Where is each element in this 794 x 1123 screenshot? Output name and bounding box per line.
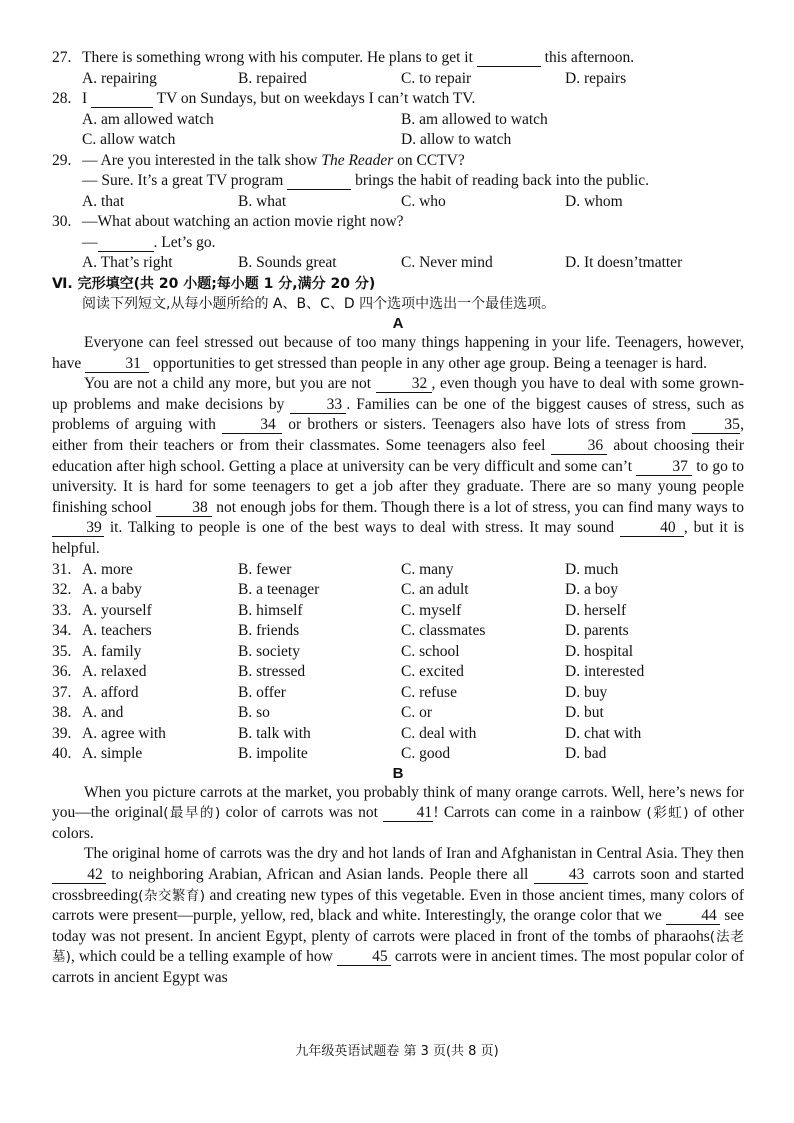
option-d: D. hospital [565,642,634,660]
cloze-options-33: 33. A. yourself B. himself C. myself D. herself [52,601,744,622]
cloze-options-38: 38. A. and B. so C. or D. but [52,703,744,724]
blank-44: 44 [666,908,720,925]
option-c: C. excited [401,663,464,681]
option-a: A. afford [82,683,139,701]
blank-42: 42 [52,867,106,884]
option-c: C. Never mind [401,254,493,271]
option-b: B. talk with [238,724,311,742]
option-a: A. a baby [82,581,142,599]
question-30-options [52,253,744,274]
question-28-options-row1 [52,110,744,131]
option-d: D. parents [565,622,629,640]
question-28-options-row2 [52,130,744,151]
blank-39: 39 [52,520,104,537]
option-d: D. chat with [565,724,642,742]
question-number: 28. [52,90,72,107]
option-b: B. impolite [238,745,308,763]
answer-blank [477,50,541,67]
option-b: B. am allowed to watch [401,110,548,128]
option-d: D. but [565,704,604,722]
option-b: B. repaired [238,69,307,87]
question-29-line2 [52,171,744,192]
blank-33: 33 [290,397,346,414]
blank-32: 32 [376,376,432,393]
option-b: B. society [238,642,300,660]
option-a: A. more [82,560,133,578]
option-c: C. myself [401,601,462,619]
option-a: A. agree with [82,724,166,742]
option-d: D. bad [565,745,607,763]
option-a: A. teachers [82,622,152,640]
cloze-options-32: 32. A. a baby B. a teenager C. an adult D. a boy [52,580,744,601]
cloze-options-list [52,560,744,765]
option-a: A. yourself [82,601,152,619]
cloze-options-39: 39. A. agree with B. talk with C. deal with D. chat with [52,724,744,745]
question-29-options [52,192,744,213]
option-b: B. himself [238,601,303,619]
option-c: C. refuse [401,683,457,701]
answer-blank [91,91,153,108]
blank-41: 41 [383,805,433,822]
page-footer: 九年级英语试题卷 第 3 页(共 8 页) [295,1044,499,1059]
blank-43: 43 [534,867,588,884]
option-c: C. good [401,745,451,763]
blank-37: 37 [636,459,692,476]
passage-a-paragraph-2: You are not a child any more, but you are not 32 , even though you have to deal with some grown-up problems and make decisions by 33 . Families can be one of the biggest causes of stress, such as problems of arguing with 34 or brothers or sisters. Teenagers also have lots of stress from 35, either from their teachers or from their classmates. Some teenagers also feel 36 about choosing their education after high school. Getting a place at university can be very difficult and some can’t 37 to go to university. It is hard for some teenagers to get a job after they graduate. There are so many young people finishing school 38 not enough jobs for them. Though there is a lot of stress, you can find many ways to 39 it. Talking to people is one of the best ways to deal with stress. It may sound 40 , but it is helpful. [52,375,744,557]
question-stem: I TV on Sundays, but on weekdays I can’t watch TV. [82,90,476,107]
option-a: A. simple [82,745,143,763]
option-b: B. offer [238,683,286,701]
question-stem: —What about watching an action movie right now? [82,213,404,230]
question-30-line2 [52,233,744,254]
section-instruction: 阅读下列短文,从每小题所给的 A、B、C、D 四个选项中选出一个最佳选项。 [82,296,556,312]
option-a: A. relaxed [82,663,147,681]
option-c: C. who [401,192,446,210]
option-d: D. buy [565,683,608,701]
option-a: A. am allowed watch [82,110,214,128]
passage-b-paragraph-2: The original home of carrots was the dry and hot lands of Iran and Afghanistan in Central Asia. They then 42 to neighboring Arabian, African and Asian lands. People there all 43 carrots soon and started crossbreeding(杂交繁育) and creating new types of this vegetable. Even in those ancient times, many colors of carrots were present—purple, yellow, red, black and white. Interestingly, the orange color that we 44 see today was not present. In ancient Egypt, plenty of carrots were placed in front of the tombs of pharaohs(法老墓), which could be a telling example of how 45 carrots were in ancient times. The most popular color of carrots in ancient Egypt was [52,845,744,986]
option-d: D. herself [565,601,627,619]
cloze-options-40: 40. A. simple B. impolite C. good D. bad [52,744,744,765]
option-d: D. a boy [565,581,618,599]
question-stem: — Sure. It’s a great TV program brings the habit of reading back into the public. [82,172,650,189]
cloze-options-31: 31. A. more B. fewer C. many D. much [52,560,744,581]
option-b: B. stressed [238,663,306,681]
option-c: C. deal with [401,724,477,742]
option-b: B. what [238,192,287,210]
question-stem: — Are you interested in the talk show The Reader on CCTV? [82,151,465,169]
cloze-options-36: 36. A. relaxed B. stressed C. excited D. interested [52,662,744,683]
option-d: D. whom [565,192,623,210]
option-b: B. a teenager [238,581,320,599]
cloze-options-34: 34. A. teachers B. friends C. classmates D. parents [52,621,744,642]
blank-31: 31 [85,356,149,373]
blank-34: 34 [222,417,282,434]
passage-b-paragraph-1: When you picture carrots at the market, you probably think of many orange carrots. Well, here’s news for you—the original(最早的) color of carrots was not 41! Carrots can come in a rainbow (彩虹) of other colors. [52,783,744,842]
question-28 [52,89,744,110]
passage-a-label: A [392,315,404,332]
option-c: C. an adult [401,581,469,599]
option-b: B. fewer [238,560,292,578]
question-number: 27. [52,49,72,66]
option-d: D. allow to watch [401,131,512,148]
exam-page [52,48,744,988]
option-c: C. many [401,560,454,578]
question-29 [52,151,744,172]
blank-35: 35 [692,417,740,434]
option-d: D. repairs [565,69,627,87]
option-c: C. school [401,642,460,660]
option-c: C. allow watch [82,131,176,148]
option-c: C. or [401,704,432,722]
question-number: 30. [52,213,72,230]
question-stem: — . Let’s go. [82,233,216,251]
question-27-options [52,69,744,90]
option-c: C. classmates [401,622,486,640]
option-d: D. much [565,560,619,578]
option-c: C. to repair [401,69,472,87]
blank-40: 40 [620,520,684,537]
question-27 [52,48,744,69]
question-stem: There is something wrong with his computer. He plans to get it this afternoon. [82,49,635,66]
option-d: D. It doesn’tmatter [565,254,683,271]
option-b: B. so [238,704,270,722]
blank-45: 45 [337,949,391,966]
option-b: B. friends [238,622,300,640]
answer-blank [98,235,154,252]
option-a: A. and [82,704,124,722]
option-d: D. interested [565,663,645,681]
blank-36: 36 [551,438,607,455]
option-a: A. that [82,192,125,210]
option-b: B. Sounds great [238,254,337,271]
passage-a-paragraph-1: Everyone can feel stressed out because of too many things happening in your life. Teenagers, however, have 31 opportunities to get stressed than people in any other age group. Being a teenager is hard. [52,334,744,372]
blank-38: 38 [156,500,212,517]
answer-blank [287,173,351,190]
option-a: A. family [82,642,142,660]
cloze-options-35: 35. A. family B. society C. school D. hospital [52,642,744,663]
question-number: 29. [52,151,72,169]
cloze-options-37: 37. A. afford B. offer C. refuse D. buy [52,683,744,704]
option-a: A. repairing [82,69,157,87]
passage-b-label: B [392,764,404,782]
section-title: Ⅵ. 完形填空(共 20 小题;每小题 1 分,满分 20 分) [52,275,376,292]
question-30 [52,212,744,233]
option-a: A. That’s right [82,254,173,271]
